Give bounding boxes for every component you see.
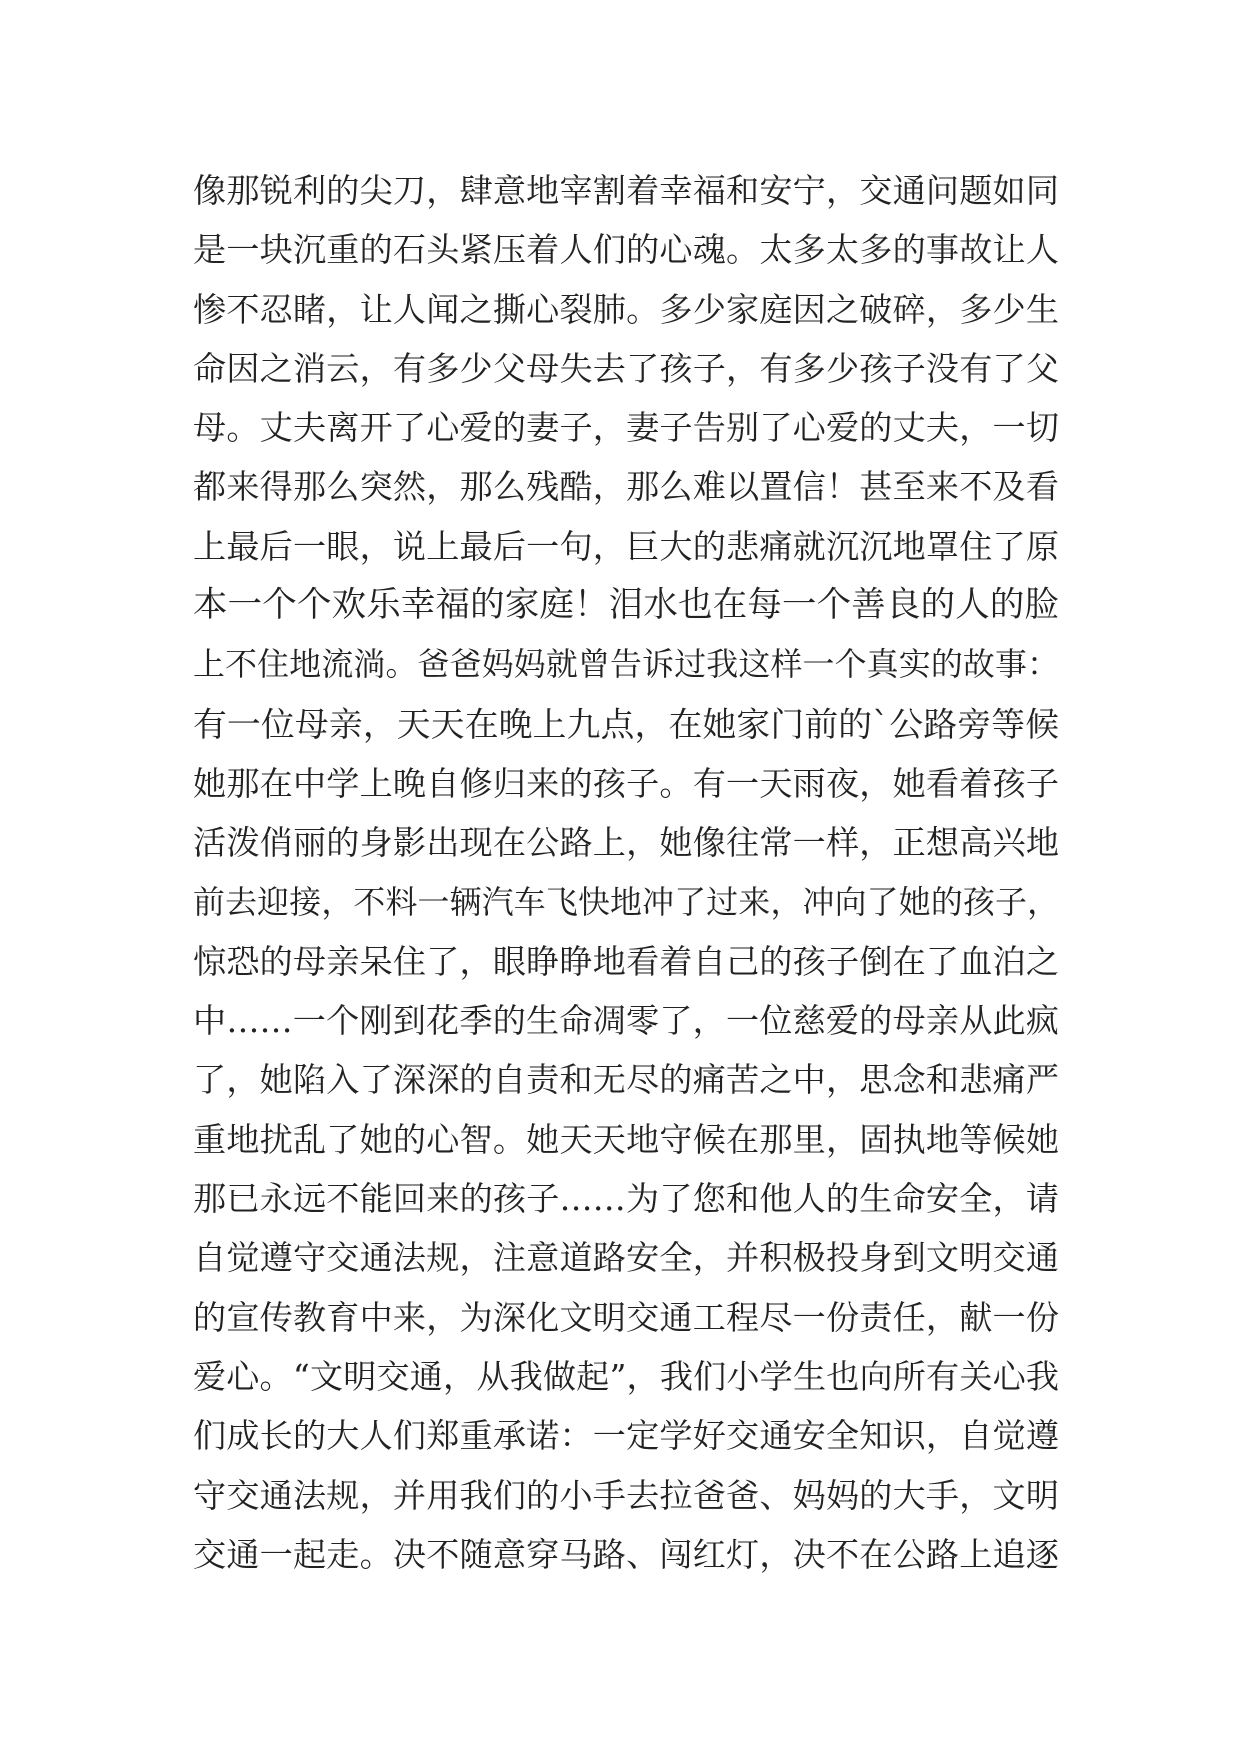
text-line: 交通一起走。决不随意穿马路、闯红灯，决不在公路上追逐 bbox=[193, 1534, 1059, 1574]
text-line: 惊恐的母亲呆住了，眼睁睁地看着自己的孩子倒在了血泊之 bbox=[193, 941, 1059, 981]
text-line: 母。丈夫离开了心爱的妻子，妻子告别了心爱的丈夫，一切 bbox=[193, 408, 1059, 448]
text-line: 爱心。“文明交通，从我做起”，我们小学生也向所有关心我 bbox=[193, 1356, 1059, 1396]
text-line: 上最后一眼，说上最后一句，巨大的悲痛就沉沉地罩住了原 bbox=[193, 526, 1059, 566]
text-line: 活泼俏丽的身影出现在公路上，她像往常一样，正想高兴地 bbox=[193, 823, 1059, 863]
text-line: 前去迎接，不料一辆汽车飞快地冲了过来，冲向了她的孩子， bbox=[193, 882, 1059, 921]
text-line: 本一个个欢乐幸福的家庭！泪水也在每一个善良的人的脸 bbox=[193, 585, 1059, 626]
text-line: 惨不忍睹，让人闻之撕心裂肺。多少家庭因之破碎，多少生 bbox=[193, 289, 1059, 329]
text-line: 她那在中学上晚自修归来的孩子。有一天雨夜，她看着孩子 bbox=[193, 763, 1059, 803]
text-line: 有一位母亲，天天在晚上九点，在她家门前的`公路旁等候 bbox=[193, 704, 1059, 744]
text-line: 中……一个刚到花季的生命凋零了，一位慈爱的母亲从此疯 bbox=[193, 1001, 1059, 1041]
text-line: 自觉遵守交通法规，注意道路安全，并积极投身到文明交通 bbox=[193, 1238, 1059, 1278]
text-line: 的宣传教育中来，为深化文明交通工程尽一份责任，献一份 bbox=[193, 1297, 1059, 1337]
text-line: 命因之消云，有多少父母失去了孩子，有多少孩子没有了父 bbox=[193, 348, 1059, 388]
body-text bbox=[193, 161, 1059, 1584]
text-line: 守交通法规，并用我们的小手去拉爸爸、妈妈的大手，文明 bbox=[193, 1475, 1059, 1515]
text-line: 了，她陷入了深深的自责和无尽的痛苦之中，思念和悲痛严 bbox=[193, 1060, 1059, 1100]
text-line: 上不住地流淌。爸爸妈妈就曾告诉过我这样一个真实的故事： bbox=[193, 645, 1059, 684]
text-line: 像那锐利的尖刀，肆意地宰割着幸福和安宁，交通问题如同 bbox=[193, 171, 1059, 210]
text-line: 都来得那么突然，那么残酷，那么难以置信！甚至来不及看 bbox=[193, 467, 1059, 507]
text-line: 是一块沉重的石头紧压着人们的心魂。太多太多的事故让人 bbox=[193, 230, 1059, 270]
text-line: 那已永远不能回来的孩子……为了您和他人的生命安全，请 bbox=[193, 1179, 1059, 1219]
text-line: 们成长的大人们郑重承诺：一定学好交通安全知识，自觉遵 bbox=[193, 1416, 1059, 1456]
text-line: 重地扰乱了她的心智。她天天地守候在那里，固执地等候她 bbox=[193, 1119, 1059, 1159]
